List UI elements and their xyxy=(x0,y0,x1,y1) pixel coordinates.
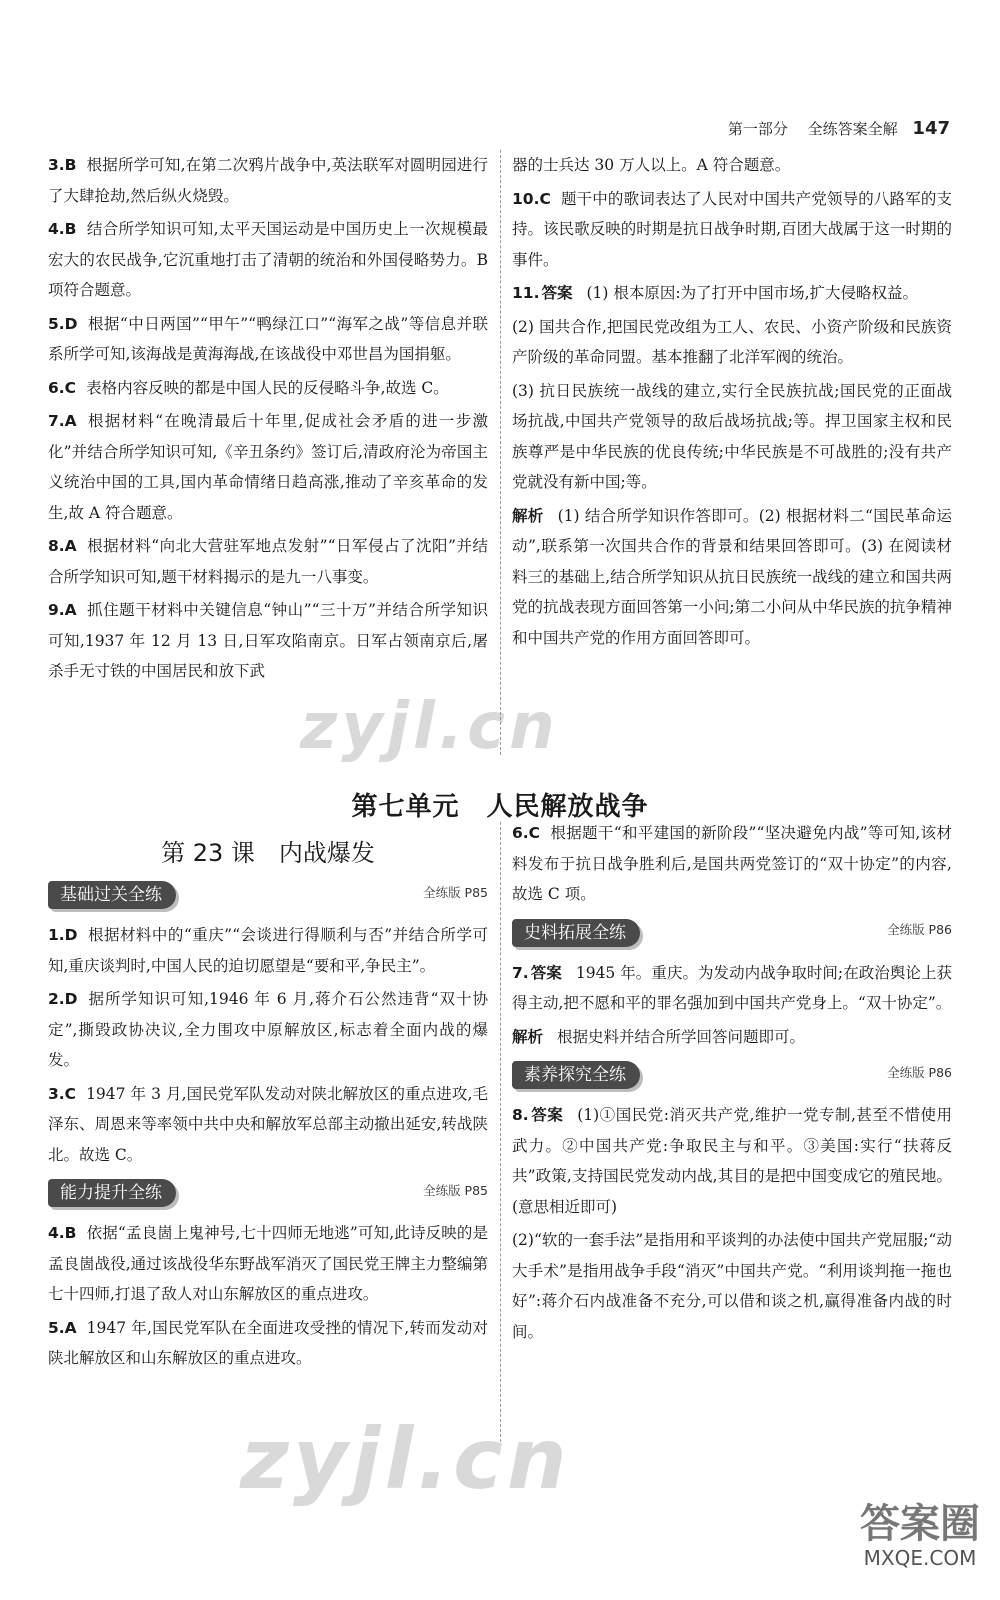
unit-title: 第七单元 人民解放战争 xyxy=(351,792,649,822)
section-label: 能力提升全练 xyxy=(48,1179,176,1207)
watermark-text: zyjl.cn xyxy=(300,690,559,764)
header-section: 第一部分 xyxy=(727,120,788,138)
page-number: 147 xyxy=(912,118,950,139)
answer-sub: (2) 国共合作,把国民党改组为工人、农民、小资产阶级和民族资产阶级的革命同盟。基本推翻了北洋军阀的统治。 xyxy=(512,317,952,366)
right-column-top xyxy=(512,150,952,656)
answer-tag: 答案 xyxy=(530,1106,564,1124)
left-column-top xyxy=(48,150,488,690)
answer-item: 7.A 根据材料“在晚清最后十年里,促成社会矛盾的进一步激化”并结合所学知识可知,《辛丑条约》签订后,清政府沦为帝国主义统治中国的工具,国内革命情绪日趋高涨,推动了辛亥革命的发生,故 A 符合题意。 xyxy=(48,412,488,522)
left-column-bottom xyxy=(48,872,488,1377)
analysis: 解析 (1) 结合所学知识作答即可。(2) 根据材料二“国民革命运动”,联系第一次国共合作的背景和结果回答即可。(3) 在阅读材料三的基础上,结合所学知识从抗日民族统一战线的建立和国共两党的抗战表现方面回答第一小问;第二小问从中华民族的抗争精神和中国共产党的作用方面回答即可。 xyxy=(512,506,952,647)
section-heading-sources xyxy=(512,918,952,948)
answer-item: 8.A 根据材料“向北大营驻军地点发射”“日军侵占了沈阳”并结合所学知识可知,题干材料揭示的是九一八事变。 xyxy=(48,537,488,586)
answer-tag: 答案 xyxy=(530,963,562,982)
answer-item: 7. 答案 1945 年。重庆。为发动内战争取时间;在政治舆论上获得主动,把不愿和平的罪名强加到中国共产党身上。“双十协定”。 xyxy=(512,963,952,1012)
answer-item: 11. 答案 (1) 根本原因:为了打开中国市场,扩大侵略权益。 xyxy=(512,284,919,302)
analysis: 解析 根据史料并结合所学回答问题即可。 xyxy=(512,1027,806,1046)
answer-item: 2.D 据所学知识可知,1946 年 6 月,蒋介石公然违背“双十协定”,撕毁政协决议,全力围攻中原解放区,标志着全面内战的爆发。 xyxy=(48,990,488,1069)
watermark-logo xyxy=(860,1502,980,1570)
answer-item: 5.D 根据“中日两国”“甲午”“鸭绿江口”“海军之战”等信息并联系所学可知,该海战是黄海海战,在该战役中邓世昌为国捐躯。 xyxy=(48,314,488,363)
section-ref: 全练版 P86 xyxy=(887,1064,952,1080)
answer-item: 9.A 抓住题干材料中关键信息“钟山”“三十万”并结合所学知识可知,1937 年 12 月 13 日,日军攻陷南京。日军占领南京后,屠杀手无寸铁的中国居民和放下武 xyxy=(48,601,488,680)
answer-item: 5.A 1947 年,国民党军队在全面进攻受挫的情况下,转而发动对陕北解放区和山东解放区的重点进攻。 xyxy=(48,1318,488,1367)
watermark-text: zyjl.cn xyxy=(240,1410,571,1508)
section-ref: 全练版 P86 xyxy=(887,922,952,937)
continued-text: 器的士兵达 30 万人以上。A 符合题意。 xyxy=(512,156,791,174)
answer-sub: (2)“软的一套手法”是指用和平谈判的办法使中国共产党屈服;“动大手术”是指用战争手段“消灭”中国共产党。“利用谈判拖一拖也好”:蒋介石内战准备不充分,可以借和谈之机,赢得准备内战的时间。 xyxy=(512,1231,952,1341)
header-title: 全练答案全解 xyxy=(807,120,898,138)
answer-item: 4.B 依据“孟良崮上鬼神号,七十四师无地逃”可知,此诗反映的是孟良崮战役,通过该战役华东野战军消灭了国民党王牌主力整编第七十四师,打退了敌人对山东解放区的重点进攻。 xyxy=(48,1224,488,1303)
answer-item: 4.B 结合所学知识可知,太平天国运动是中国历史上一次规模最宏大的农民战争,它沉重地打击了清朝的统治和外国侵略势力。B 项符合题意。 xyxy=(48,220,488,299)
answer-tag: 答案 xyxy=(541,284,573,302)
answer-item: 6.C 表格内容反映的都是中国人民的反侵略斗争,故选 C。 xyxy=(48,378,449,397)
analysis-tag: 解析 xyxy=(512,506,544,525)
answer-item: 8. 答案 (1)①国民党:消灭共产党,维护一党专制,甚至不惜使用武力。②中国共产党:争取民主与和平。③美国:实行“扶蒋反共”政策,支持国民党发动内战,其目的是把中国变成它的殖民地。(意思相近即可) xyxy=(512,1106,952,1216)
answer-item: 1.D 根据材料中的“重庆”“会谈进行得顺利与否”并结合所学可知,重庆谈判时,中国人民的迫切愿望是“要和平,争民主”。 xyxy=(48,926,488,975)
section-label: 基础过关全练 xyxy=(48,881,176,909)
answer-item: 3.B 根据所学可知,在第二次鸦片战争中,英法联军对圆明园进行了大肆抢劫,然后纵火烧毁。 xyxy=(48,156,488,205)
section-heading-literacy xyxy=(512,1060,952,1090)
section-label: 史料拓展全练 xyxy=(512,919,640,947)
answer-sub: (3) 抗日民族统一战线的建立,实行全民族抗战;国民党的正面战场抗战,中国共产党领导的敌后战场抗战;等。捍卫国家主权和民族尊严是中华民族的优良传统;中华民族是不可战胜的;没有共产党就没有新中国;等。 xyxy=(512,381,952,491)
column-divider-bottom xyxy=(500,822,501,1442)
watermark-url: MXQE.COM xyxy=(863,1546,977,1570)
lesson-title: 第 23 课 内战爆发 xyxy=(161,839,375,867)
answer-item: 6.C 根据题干“和平建国的新阶段”“坚决避免内战”等可知,该材料发布于抗日战争胜利后,是国共两党签订的“双十协定”的内容,故选 C 项。 xyxy=(512,824,952,903)
section-label: 素养探究全练 xyxy=(512,1061,640,1089)
section-heading-basic xyxy=(48,880,488,910)
right-column-bottom xyxy=(512,818,952,1350)
column-divider-top xyxy=(500,150,501,755)
section-heading-ability xyxy=(48,1178,488,1208)
section-ref: 全练版 P85 xyxy=(423,1182,488,1198)
analysis-tag: 解析 xyxy=(512,1027,544,1046)
section-ref: 全练版 P85 xyxy=(423,884,488,900)
answer-item: 10.C 题干中的歌词表达了人民对中国共产党领导的八路军的支持。该民歌反映的时期是抗日战争时期,百团大战属于这一时期的事件。 xyxy=(512,189,952,269)
watermark-logo-text: 答案圈 xyxy=(860,1501,980,1547)
answer-item: 3.C 1947 年 3 月,国民党军队发动对陕北解放区的重点进攻,毛泽东、周恩来等率领中共中央和解放军总部主动撤出延安,转战陕北。故选 C。 xyxy=(48,1084,488,1164)
running-header xyxy=(728,118,950,139)
